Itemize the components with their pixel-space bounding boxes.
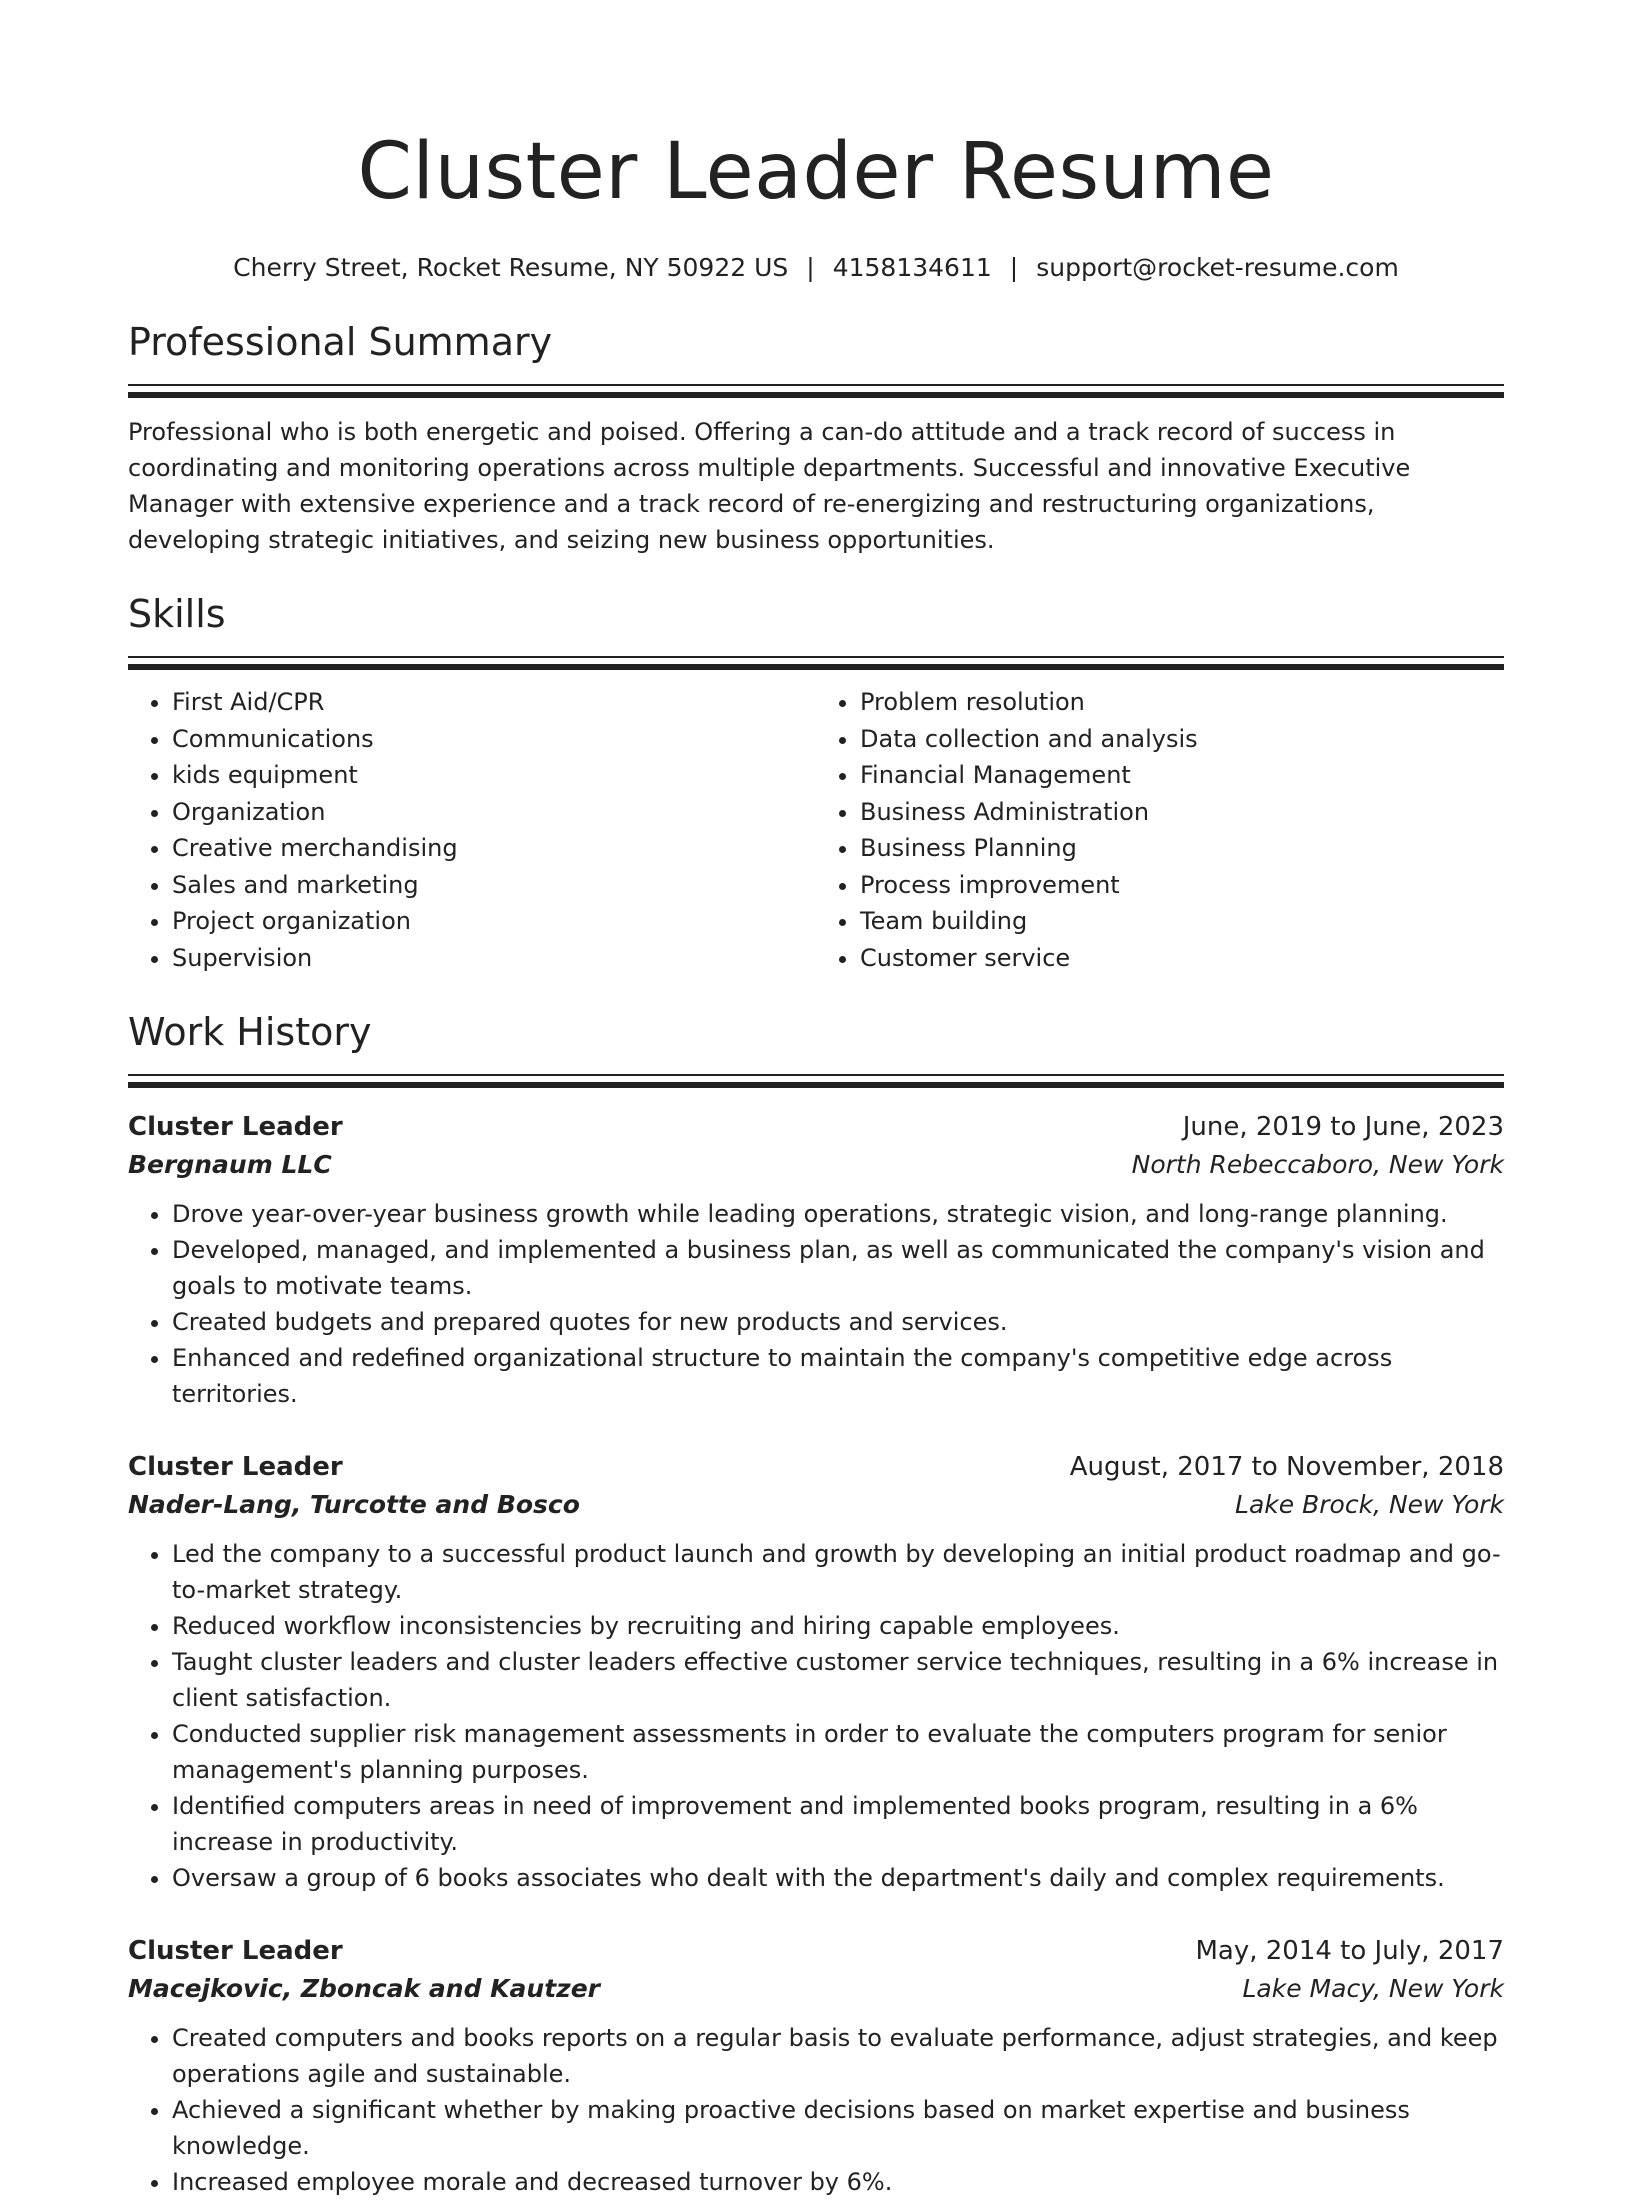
contact-separator: | — [1009, 253, 1019, 282]
contact-phone: 4158134611 — [832, 253, 992, 282]
job-bullet-list — [128, 2020, 1504, 2200]
skill-item: • Process improvement — [860, 867, 1504, 904]
job-company: Bergnaum LLC — [128, 1150, 332, 1179]
skill-item: • Sales and marketing — [172, 867, 816, 904]
job-header-row — [128, 1108, 1504, 1146]
skills-list-left — [128, 684, 816, 976]
skill-item: • Creative merchandising — [172, 830, 816, 867]
skill-item: • Business Administration — [860, 794, 1504, 831]
job-bullet: • Drove year-over-year business growth while leading operations, strategic vision, and long-range planning. — [172, 1196, 1504, 1232]
job-entry — [128, 1932, 1504, 2200]
section-rule-thin — [128, 656, 1504, 658]
job-company: Macejkovic, Zboncak and Kautzer — [128, 1974, 600, 2003]
contact-email: support@rocket-resume.com — [1036, 253, 1399, 282]
job-company-row — [128, 1146, 1504, 1184]
job-bullet-list — [128, 1196, 1504, 1412]
job-bullet-list — [128, 1536, 1504, 1896]
section-rule-thick — [128, 664, 1504, 670]
contact-line — [128, 250, 1504, 286]
work-history-heading: Work History — [128, 1010, 372, 1054]
skill-item: • Problem resolution — [860, 684, 1504, 721]
job-company-row — [128, 1970, 1504, 2008]
skills-list-right — [816, 684, 1504, 976]
section-rule-thick — [128, 392, 1504, 398]
job-header-row — [128, 1932, 1504, 1970]
job-bullet: • Created budgets and prepared quotes for new products and services. — [172, 1304, 1504, 1340]
job-location: Lake Brock, New York — [1235, 1490, 1504, 1519]
skills-heading: Skills — [128, 592, 226, 636]
job-bullet: • Developed, managed, and implemented a business plan, as well as communicated the company's vision and goals to motivate teams. — [172, 1232, 1504, 1304]
skill-item: • Supervision — [172, 940, 816, 977]
job-bullet: • Identified computers areas in need of improvement and implemented books program, resulting in a 6% increase in productivity. — [172, 1788, 1504, 1860]
job-dates: August, 2017 to November, 2018 — [1069, 1452, 1504, 1482]
work-history-section — [128, 1006, 1504, 2200]
section-rule-thin — [128, 1074, 1504, 1076]
job-company-row — [128, 1486, 1504, 1524]
skill-item: • Customer service — [860, 940, 1504, 977]
job-title: Cluster Leader — [128, 1936, 343, 1966]
job-title: Cluster Leader — [128, 1452, 343, 1482]
section-rule-thin — [128, 384, 1504, 386]
job-header-row — [128, 1448, 1504, 1486]
resume-title: Cluster Leader Resume — [357, 127, 1275, 217]
job-company: Nader-Lang, Turcotte and Bosco — [128, 1490, 580, 1519]
job-dates: June, 2019 to June, 2023 — [1182, 1112, 1504, 1142]
job-bullet: • Conducted supplier risk management assessments in order to evaluate the computers program for senior management's planning purposes. — [172, 1716, 1504, 1788]
summary-section — [128, 316, 1504, 558]
job-bullet: • Oversaw a group of 6 books associates who dealt with the department's daily and complex requirements. — [172, 1860, 1504, 1896]
skill-item: • Data collection and analysis — [860, 721, 1504, 758]
skill-item: • kids equipment — [172, 757, 816, 794]
contact-separator: | — [806, 253, 815, 282]
skill-item: • Financial Management — [860, 757, 1504, 794]
job-location: North Rebeccaboro, New York — [1131, 1150, 1504, 1179]
job-bullet: • Led the company to a successful product launch and growth by developing an initial product roadmap and go-to-market strategy. — [172, 1536, 1504, 1608]
job-entry — [128, 1448, 1504, 1896]
summary-text: Professional who is both energetic and poised. Offering a can-do attitude and a track record of success in coordinating and monitoring operations across multiple departments. Successful and innovative Executive Manager with extensive experience and a track record of re-energizing and restructuring organizations, developing strategic initiatives, and seizing new business opportunities. — [128, 418, 1411, 554]
job-dates: May, 2014 to July, 2017 — [1195, 1936, 1504, 1966]
job-location: Lake Macy, New York — [1242, 1974, 1504, 2003]
skill-item: • Organization — [172, 794, 816, 831]
job-bullet: • Increased employee morale and decreased turnover by 6%. — [172, 2164, 1504, 2200]
job-bullet: • Taught cluster leaders and cluster leaders effective customer service techniques, resulting in a 6% increase in client satisfaction. — [172, 1644, 1504, 1716]
contact-address: Cherry Street, Rocket Resume, NY 50922 US — [233, 253, 789, 282]
skills-section — [128, 588, 1504, 976]
job-entry — [128, 1108, 1504, 1412]
skill-item: • First Aid/CPR — [172, 684, 816, 721]
skill-item: • Business Planning — [860, 830, 1504, 867]
section-rule-thick — [128, 1082, 1504, 1088]
skill-item: • Team building — [860, 903, 1504, 940]
job-title: Cluster Leader — [128, 1112, 343, 1142]
skill-item: • Communications — [172, 721, 816, 758]
job-bullet: • Reduced workflow inconsistencies by recruiting and hiring capable employees. — [172, 1608, 1504, 1644]
job-bullet: • Created computers and books reports on a regular basis to evaluate performance, adjust strategies, and keep operations agile and sustainable. — [172, 2020, 1504, 2092]
job-bullet: • Enhanced and redefined organizational structure to maintain the company's competitive edge across territories. — [172, 1340, 1504, 1412]
summary-heading: Professional Summary — [128, 320, 553, 364]
skill-item: • Project organization — [172, 903, 816, 940]
job-bullet: • Achieved a significant whether by making proactive decisions based on market expertise and business knowledge. — [172, 2092, 1504, 2164]
skills-grid — [128, 684, 1504, 976]
